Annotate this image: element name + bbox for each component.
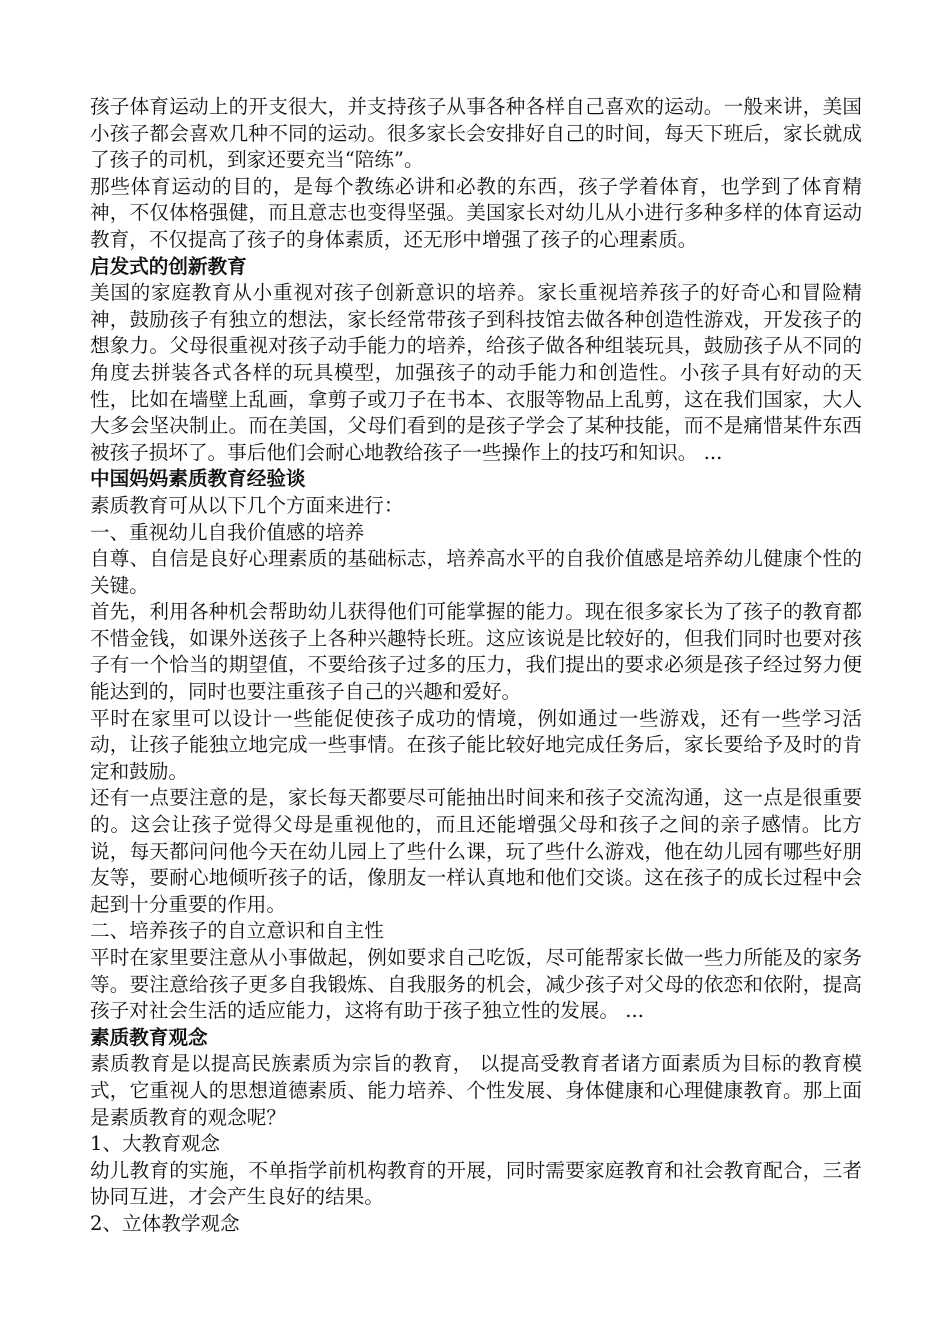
paragraph: 一、重视幼儿自我价值感的培养: [90, 520, 365, 544]
paragraph: 素质教育是以提高民族素质为宗旨的教育， 以提高受教育者诸方面素质为目标的教育模式，它重视人的思想道德素质、能力培养、个性发展、身体健康和心理健康教育。那上面是素质教育的观念呢？: [90, 1052, 862, 1129]
paragraph: 二、培养孩子的自立意识和自主性: [90, 919, 384, 943]
paragraph: 平时在家里可以设计一些能促使孩子成功的情境，例如通过一些游戏，还有一些学习活动，让孩子能独立地完成一些事情。在孩子能比较好地完成任务后，家长要给予及时的肯定和鼓励。: [90, 706, 862, 783]
paragraph: 1、大教育观念: [90, 1132, 221, 1156]
paragraph: 还有一点要注意的是，家长每天都要尽可能抽出时间来和孩子交流沟通，这一点是很重要的。这会让孩子觉得父母是重视他的，而且还能增强父母和孩子之间的亲子感情。比方说，每天都问问他今天在幼儿园上了些什么课，玩了些什么游戏，他在幼儿园有哪些好朋友等，要耐心地倾听孩子的话，像朋友一样认真地和他们交谈。这在孩子的成长过程中会起到十分重要的作用。: [90, 786, 862, 916]
paragraph: 平时在家里要注意从小事做起，例如要求自己吃饭，尽可能帮家长做一些力所能及的家务等。要注意给孩子更多自我锻炼、自我服务的机会，减少孩子对父母的依恋和依附，提高孩子对社会生活的适应能力，这将有助于孩子独立性的发展。 ...: [90, 946, 862, 1023]
paragraph: 美国的家庭教育从小重视对孩子创新意识的培养。家长重视培养孩子的好奇心和冒险精神，鼓励孩子有独立的想法，家长经常带孩子到科技馆去做各种创造性游戏，开发孩子的想象力。父母很重视对孩子动手能力的培养，给孩子做各种组装玩具，鼓励孩子从不同的角度去拼装各式各样的玩具模型，加强孩子的动手能力和创造性。小孩子具有好动的天性，比如在墙壁上乱画，拿剪子或刀子在书本、衣服等物品上乱剪，这在我们国家，大人大多会坚决制止。而在美国，父母们看到的是孩子学会了某种技能，而不是痛惜某件东西被孩子损坏了。事后他们会耐心地教给孩子一些操作上的技巧和知识。 ...: [90, 281, 862, 464]
section-heading: 素质教育观念: [90, 1025, 208, 1049]
paragraph: 孩子体育运动上的开支很大，并支持孩子从事各种各样自己喜欢的运动。一般来讲，美国小孩子都会喜欢几种不同的运动。很多家长会安排好自己的时间，每天下班后，家长就成了孩子的司机，到家还要充当“陪练”。: [90, 95, 862, 172]
paragraph: 自尊、自信是良好心理素质的基础标志，培养高水平的自我价值感是培养幼儿健康个性的关键。: [90, 547, 862, 597]
paragraph: 2、立体教学观念: [90, 1211, 240, 1235]
document-body: [90, 94, 862, 1238]
paragraph: 幼儿教育的实施，不单指学前机构教育的开展，同时需要家庭教育和社会教育配合，三者协同互进，才会产生良好的结果。: [90, 1158, 862, 1209]
paragraph: 素质教育可从以下几个方面来进行：: [90, 493, 404, 517]
section-heading: 启发式的创新教育: [90, 254, 247, 278]
section-heading: 中国妈妈素质教育经验谈: [90, 467, 306, 491]
paragraph: 首先，利用各种机会帮助幼儿获得他们可能掌握的能力。现在很多家长为了孩子的教育都不惜金钱，如课外送孩子上各种兴趣特长班。这应该说是比较好的，但我们同时也要对孩子有一个恰当的期望值，不要给孩子过多的压力，我们提出的要求必须是孩子经过努力便能达到的，同时也要注重孩子自己的兴趣和爱好。: [90, 600, 862, 704]
paragraph: 那些体育运动的目的，是每个教练必讲和必教的东西，孩子学着体育，也学到了体育精神，不仅体格强健，而且意志也变得坚强。美国家长对幼儿从小进行多种多样的体育运动教育，不仅提高了孩子的身体素质，还无形中增强了孩子的心理素质。: [90, 174, 862, 251]
